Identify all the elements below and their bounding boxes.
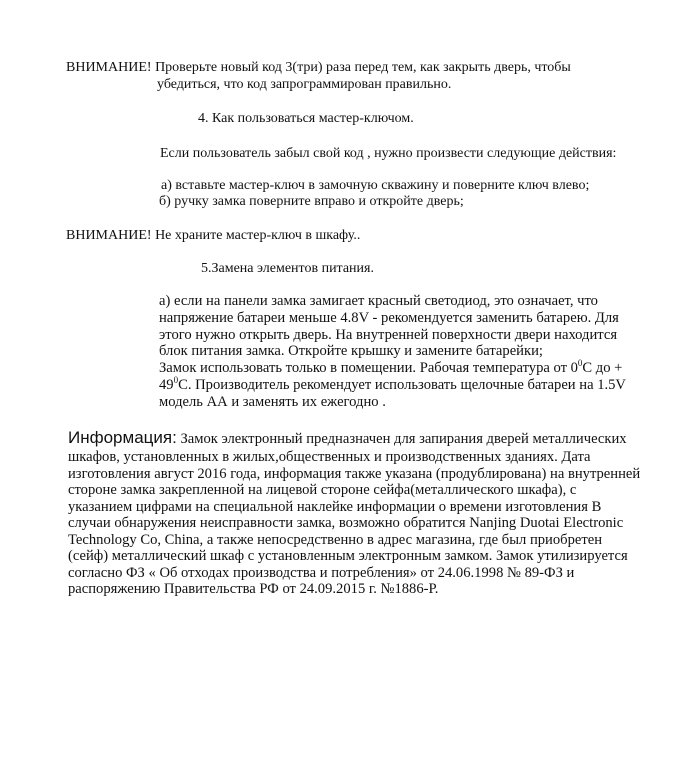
- info-line: согласно ФЗ « Об отходах производства и потребления» от 24.06.1998 № 89-ФЗ и: [68, 565, 575, 581]
- section-4-title: 4. Как пользоваться мастер-ключом.: [198, 111, 414, 126]
- warning-1-line-2: убедиться, что код запрограммирован правильно.: [157, 77, 452, 92]
- section-4-intro: Если пользователь забыл свой код , нужно произвести следующие действия:: [160, 146, 617, 161]
- section-5-line: этого нужно открыть дверь. На внутренней поверхности двери находится: [159, 327, 618, 343]
- warning-1-text: Проверьте новый код 3(три) раза перед тем, как закрыть дверь, чтобы: [155, 60, 571, 75]
- section-5-line-temperature: [159, 360, 622, 377]
- info-line: (сейф) металлический шкаф с установленным электронным замком. Замок утилизируется: [68, 548, 628, 564]
- temperature-tail: C до +: [582, 360, 623, 376]
- degree-mark: 0: [577, 358, 583, 368]
- section-5-line: а) если на панели замка замигает красный светодиод, это означает, что: [159, 293, 598, 309]
- warning-1-label: ВНИМАНИЕ!: [66, 60, 152, 75]
- temperature-text: Замок использовать только в помещении. Рабочая температура от 0: [159, 360, 578, 376]
- info-line: указанием цифрами на специальной наклейке информации о времени изготовления В: [68, 499, 602, 515]
- section-5-line-battery: [159, 377, 626, 394]
- battery-text: C. Производитель рекомендует использовать щелочные батареи на 1.5V: [178, 377, 626, 393]
- section-4-step-b: б) ручку замка поверните вправо и откройте дверь;: [159, 194, 464, 209]
- info-line: распоряжению Правительства РФ от 24.09.2015 г. №1886-Р.: [68, 581, 439, 597]
- info-line: Technology Co, China, а также непосредственно в адрес магазина, где был приобретен: [68, 532, 603, 548]
- temperature-max: 49: [159, 377, 174, 393]
- info-line: изготовления август 2016 года, информация также указана (продублирована) на внутренней: [68, 466, 641, 482]
- warning-2-label: ВНИМАНИЕ!: [66, 228, 152, 243]
- info-line: случаи обнаружения неисправности замка, возможно обратится Nanjing Duotai Electronic: [68, 515, 624, 531]
- section-4-step-a: а) вставьте мастер-ключ в замочную скважину и поверните ключ влево;: [161, 178, 590, 193]
- info-line-1: [68, 430, 627, 448]
- section-5-line: напряжение батареи меньше 4.8V - рекомендуется заменить батарею. Для: [159, 310, 619, 326]
- degree-mark: 0: [173, 375, 179, 385]
- info-line: шкафов, установленных в жилых,общественных и производственных зданиях. Дата: [68, 449, 591, 465]
- section-5-title: 5.Замена элементов питания.: [201, 261, 374, 276]
- info-line: стороне замка закрепленной на лицевой стороне сейфа(металлического шкафа), с: [68, 482, 577, 498]
- warning-2-text: Не храните мастер-ключ в шкафу..: [155, 228, 361, 243]
- warning-1-line-1: [66, 60, 571, 76]
- warning-2: [66, 228, 360, 244]
- section-5-line: блок питания замка. Откройте крышку и замените батарейки;: [159, 343, 543, 359]
- section-5-line: модель АА и заменять их ежегодно .: [159, 394, 386, 410]
- info-heading: Информация:: [68, 428, 177, 447]
- info-text: Замок электронный предназначен для запирания дверей металлических: [176, 431, 627, 447]
